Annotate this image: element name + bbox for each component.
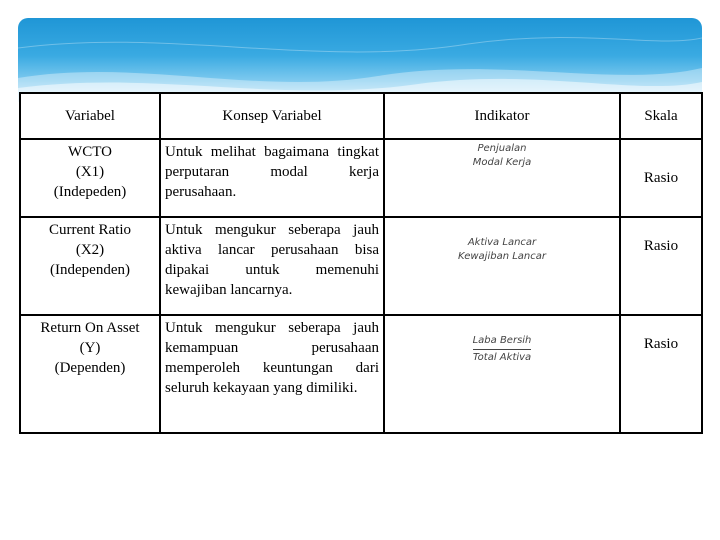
header-variabel: Variabel xyxy=(20,93,160,139)
indikator-cell xyxy=(384,315,620,433)
header-indikator: Indikator xyxy=(384,93,620,139)
formula-numerator: Aktiva Lancar xyxy=(467,237,537,248)
formula-numerator: Laba Bersih xyxy=(472,335,532,346)
table-row xyxy=(20,315,702,433)
konsep-cell: Untuk mengukur seberapa jauh aktiva lancar perusahaan bisa dipakai untuk memenuhi kewajiban lancarnya. xyxy=(160,217,384,315)
variabel-type: (Independen) xyxy=(50,262,130,278)
formula-denominator: Total Aktiva xyxy=(472,352,532,363)
konsep-cell: Untuk melihat bagaimana tingkat perputaran modal kerja perusahaan. xyxy=(160,139,384,217)
formula-denominator: Kewajiban Lancar xyxy=(458,251,546,262)
skala-cell: Rasio xyxy=(620,217,702,315)
header-banner xyxy=(18,18,702,102)
formula-denominator: Modal Kerja xyxy=(472,157,532,168)
fraction-bar xyxy=(473,349,532,350)
skala-cell: Rasio xyxy=(620,315,702,433)
variabel-name: Current Ratio xyxy=(48,222,132,238)
indikator-formula xyxy=(458,236,546,264)
variable-table-container xyxy=(19,92,701,432)
header-skala: Skala xyxy=(620,93,702,139)
konsep-cell: Untuk mengukur seberapa jauh kemampuan perusahaan memperoleh keuntungan dari seluruh kekayaan yang dimiliki. xyxy=(160,315,384,433)
variabel-name: Return On Asset xyxy=(40,320,140,336)
table-row xyxy=(20,139,702,217)
variabel-code: (X2) xyxy=(75,242,105,258)
variabel-name: WCTO xyxy=(68,144,112,160)
variabel-code: (Y) xyxy=(79,340,101,356)
variabel-type: (Dependen) xyxy=(54,360,126,376)
variabel-type: (Indepeden) xyxy=(53,184,127,200)
table-header-row xyxy=(20,93,702,139)
header-konsep-variabel: Konsep Variabel xyxy=(160,93,384,139)
table-row xyxy=(20,217,702,315)
banner-wave-graphic xyxy=(18,18,702,102)
indikator-cell xyxy=(384,139,620,217)
variabel-cell xyxy=(20,217,160,315)
indikator-formula xyxy=(473,142,532,170)
variabel-code: (X1) xyxy=(75,164,105,180)
indikator-cell xyxy=(384,217,620,315)
formula-numerator: Penjualan xyxy=(477,143,527,154)
variable-table xyxy=(19,92,703,434)
skala-cell: Rasio xyxy=(620,139,702,217)
variabel-cell xyxy=(20,315,160,433)
indikator-formula xyxy=(473,334,532,365)
variabel-cell xyxy=(20,139,160,217)
